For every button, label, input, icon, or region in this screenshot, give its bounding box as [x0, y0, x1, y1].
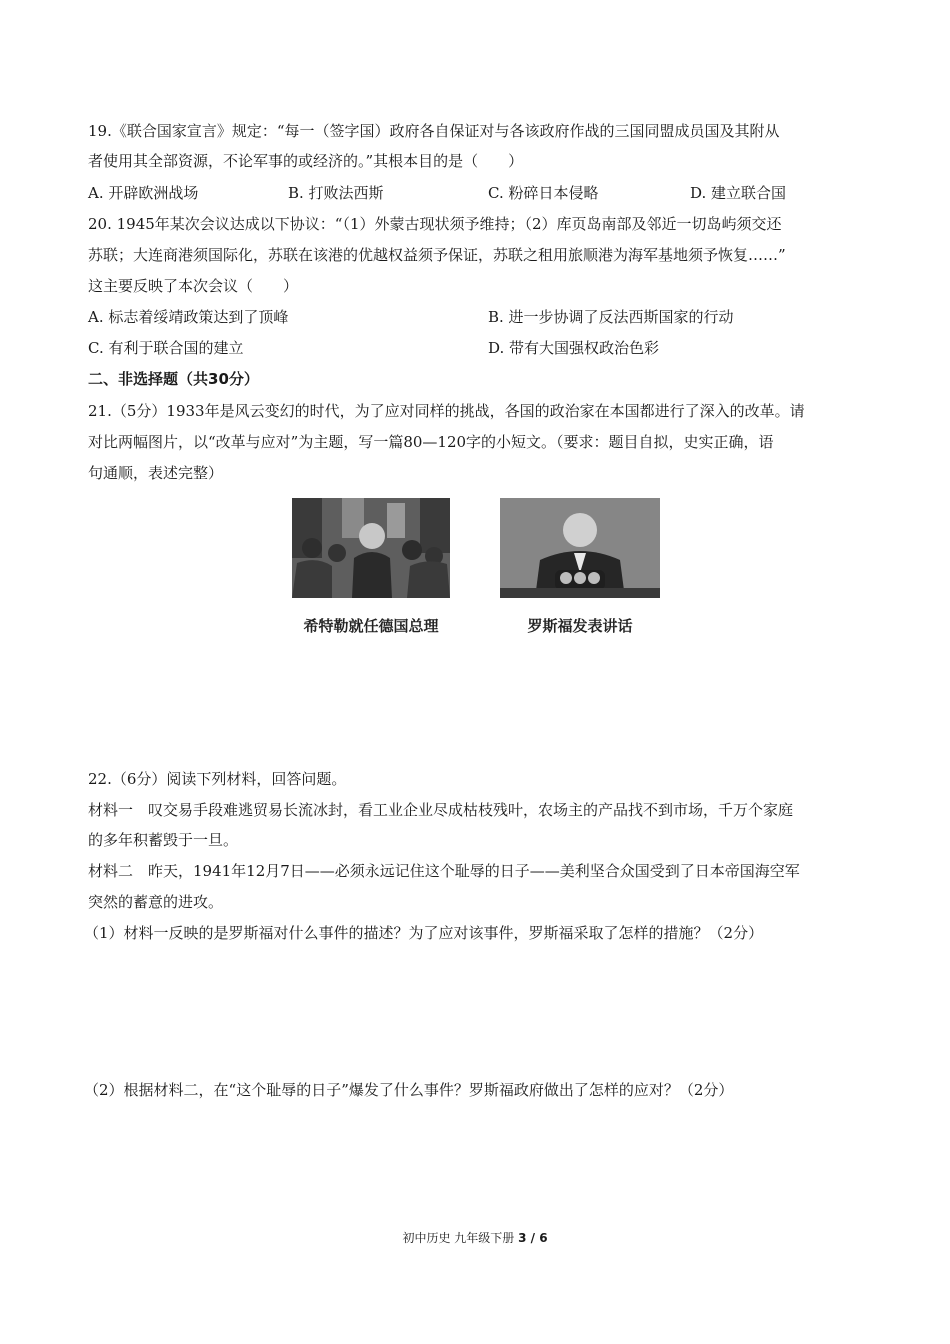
- q21-stem-line2: 对比两幅图片，以“改革与应对”为主题，写一篇80—120字的小短文。（要求：题目自拟，史实正确，语: [88, 433, 774, 451]
- hitler-photo-caption: 希特勒就任德国总理: [303, 617, 439, 635]
- q19-option-d: D. 建立联合国: [690, 184, 787, 202]
- hitler-photo: [286, 492, 456, 640]
- page-footer: [0, 1229, 950, 1246]
- q22-subquestion-2: （2）根据材料二，在“这个耻辱的日子”爆发了什么事件？罗斯福政府做出了怎样的应对？（2分）: [84, 1081, 734, 1099]
- q20-stem-line1: 20. 1945年某次会议达成以下协议：“（1）外蒙古现状须予维持；（2）库页岛南部及邻近一切岛屿须交还: [88, 215, 782, 233]
- roosevelt-photo: [494, 492, 666, 640]
- q22-material1-line1: 材料一 叹交易手段难逃贸易长流冰封，看工业企业尽成枯枝残叶，农场主的产品找不到市场，千万个家庭: [88, 801, 794, 819]
- q19-stem-line1: 19.《联合国家宣言》规定：“每一（签字国）政府各自保证对与各该政府作战的三国同盟成员国及其附从: [88, 122, 780, 140]
- q21-stem-line3: 句通顺，表述完整）: [88, 464, 224, 482]
- q22-subquestion-1: （1）材料一反映的是罗斯福对什么事件的描述？为了应对该事件，罗斯福采取了怎样的措施？（2分）: [84, 924, 764, 942]
- roosevelt-photo-caption: 罗斯福发表讲话: [527, 617, 633, 635]
- q20-option-d: D. 带有大国强权政治色彩: [488, 339, 660, 357]
- q20-option-a: A. 标志着绥靖政策达到了顶峰: [88, 308, 289, 326]
- q20-option-b: B. 进一步协调了反法西斯国家的行动: [488, 308, 734, 326]
- q19-option-c: C. 粉碎日本侵略: [488, 184, 599, 202]
- q22-material2-line1: 材料二 昨天，1941年12月7日——必须永远记住这个耻辱的日子——美利坚合众国受到了日本帝国海空军: [88, 862, 800, 880]
- q22-material1-line2: 的多年积蓄毁于一旦。: [88, 831, 239, 849]
- q19-stem-line2: 者使用其全部资源，不论军事的或经济的。”其根本目的是（ ）: [88, 152, 524, 170]
- q21-stem-line1: 21.（5分）1933年是风云变幻的时代，为了应对同样的挑战，各国的政治家在本国都进行了深入的改革。请: [88, 402, 805, 420]
- q19-option-a: A. 开辟欧洲战场: [88, 184, 199, 202]
- roosevelt-photo-image: [500, 498, 660, 598]
- page-number: 3 / 6: [518, 1231, 548, 1245]
- footer-text: 初中历史 九年级下册: [402, 1231, 515, 1245]
- q20-stem-line2: 苏联；大连商港须国际化，苏联在该港的优越权益须予保证，苏联之租用旅顺港为海军基地须予恢复……”: [88, 246, 786, 264]
- hitler-photo-image: [292, 498, 450, 598]
- section-title: 二、非选择题（共30分）: [88, 370, 259, 388]
- q22-material2-line2: 突然的蓄意的进攻。: [88, 893, 224, 911]
- q20-option-c: C. 有利于联合国的建立: [88, 339, 244, 357]
- q22-stem: 22.（6分）阅读下列材料，回答问题。: [88, 770, 347, 788]
- q19-option-b: B. 打败法西斯: [288, 184, 384, 202]
- q20-stem-line3: 这主要反映了本次会议（ ）: [88, 277, 299, 295]
